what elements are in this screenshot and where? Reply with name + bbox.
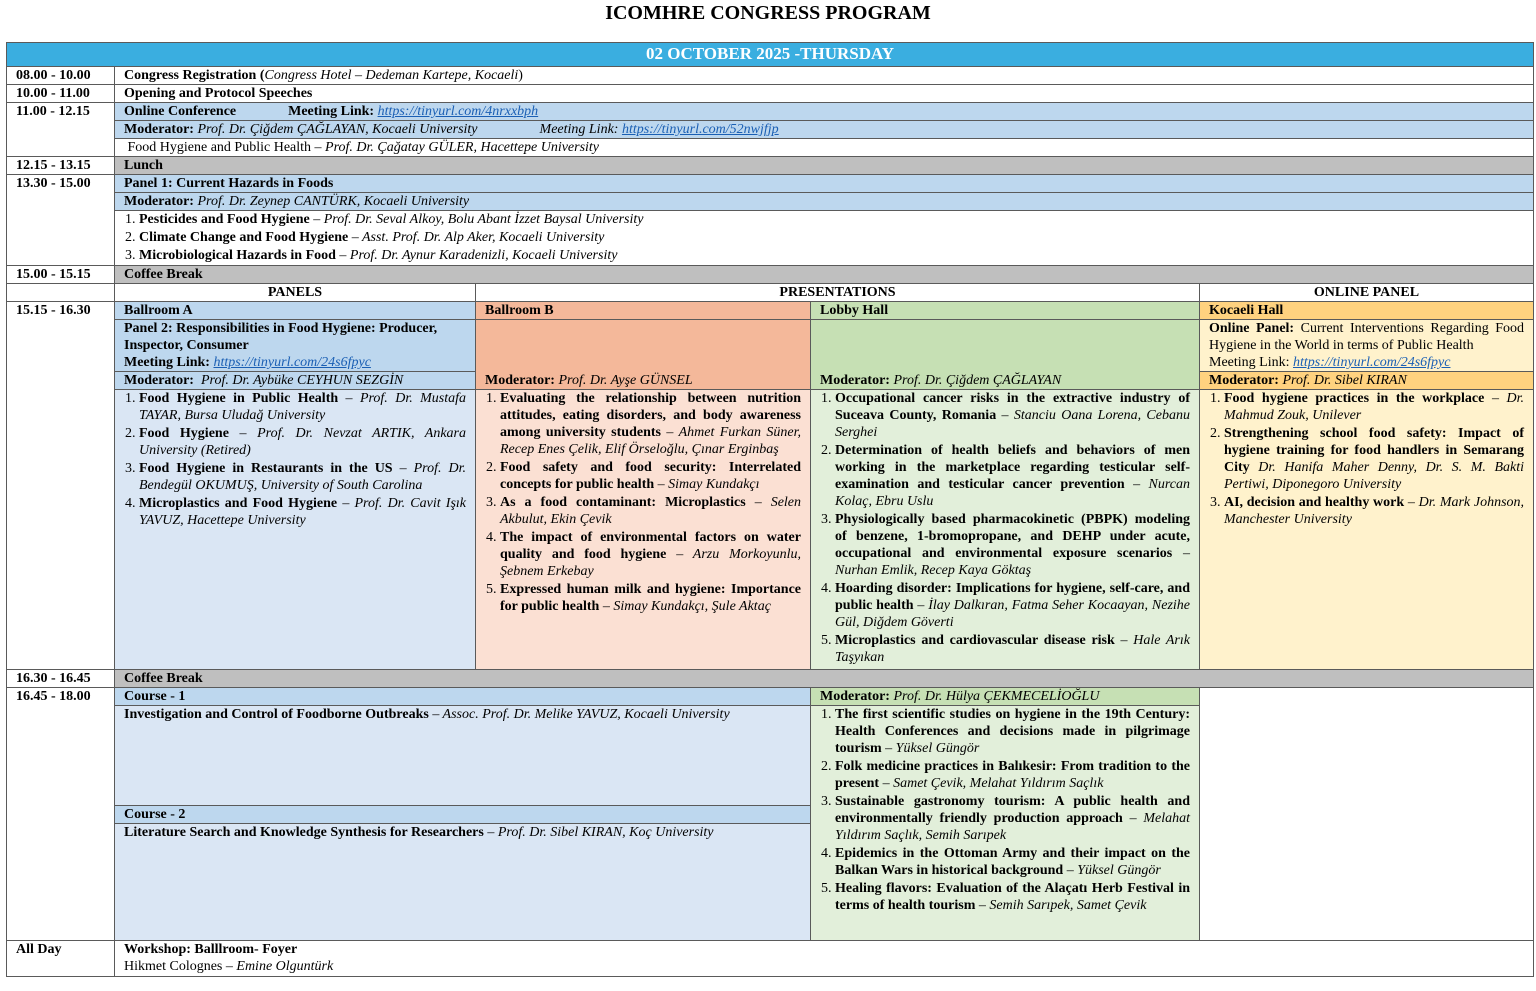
list-item: 4. Microplastics and Food Hygiene – Prof. Dr. Cavit Işık YAVUZ, Hacettepe University xyxy=(139,495,466,529)
hall-ballroom-b: Ballroom B xyxy=(476,302,811,320)
table-row xyxy=(7,266,1534,284)
table-row xyxy=(7,193,1534,211)
ballroom-a-talks xyxy=(115,390,476,670)
course-1-label-cell xyxy=(115,688,811,706)
course-1-cell xyxy=(115,706,811,806)
table-row xyxy=(7,390,1534,670)
list-item: 1. Food Hygiene in Public Health – Prof. Dr. Mustafa TAYAR, Bursa Uludağ University xyxy=(139,390,466,424)
list-item: 2. Determination of health beliefs and behaviors of men working in the marketplace regarding testicular self-examination and testicular cancer prevention – Nurcan Kolaç, Ebru Uslu xyxy=(835,442,1190,510)
list-item: 3. Food Hygiene in Restaurants in the US – Prof. Dr. Bendegül OKUMUŞ, University of South Carolina xyxy=(139,460,466,494)
table-row xyxy=(7,175,1534,193)
table-row xyxy=(7,139,1534,157)
table-row xyxy=(7,157,1534,175)
talk-list xyxy=(124,390,466,529)
list-item: 5. Microplastics and cardiovascular disease risk – Hale Arık Taşyıkan xyxy=(835,632,1190,666)
ballroom-b-talks xyxy=(476,390,811,670)
moderator-cell xyxy=(115,121,1534,139)
table-row xyxy=(7,67,1534,85)
ballroom-b-moderator-cell: Moderator: Prof. Dr. Ayşe GÜNSEL xyxy=(476,320,811,390)
panel-title: Panel 1: Current Hazards in Foods xyxy=(124,176,334,191)
lobby-moderator-cell: Moderator: Prof. Dr. Çiğdem ÇAĞLAYAN xyxy=(811,320,1200,390)
talk-list xyxy=(485,390,801,615)
table-row xyxy=(7,320,1534,372)
panel-talks-cell xyxy=(115,211,1534,266)
online-panel-title: Current Interventions Regarding Food Hygiene in the World in terms of Public Health xyxy=(1209,321,1525,353)
list-item: 3. Microbiological Hazards in Food – Prof. Dr. Aynur Karadenizli, Kocaeli University xyxy=(139,247,1524,264)
list-item: 3. As a food contaminant: Microplastics – Selen Akbulut, Ekin Çevik xyxy=(500,494,801,528)
lobby-talks xyxy=(811,390,1200,670)
empty-cell xyxy=(1200,688,1534,941)
workshop-cell xyxy=(115,941,1534,977)
list-item: 5. Expressed human milk and hygiene: Importance for public health – Simay Kundakçı, Şule Aktaç xyxy=(500,581,801,615)
registration-cell: Congress Registration (Congress Hotel – Dedeman Kartepe, Kocaeli) xyxy=(115,67,1534,85)
list-item: 5. Healing flavors: Evaluation of the Alaçatı Herb Festival in terms of health tourism – Semih Sarıpek, Samet Çevik xyxy=(835,880,1190,914)
program-table xyxy=(6,42,1534,977)
hall-ballroom-a: Ballroom A xyxy=(115,302,476,320)
time-cell: 16.30 - 16.45 xyxy=(7,670,115,688)
section-panels: PANELS xyxy=(115,284,476,302)
workshop-speaker: – Emine Olguntürk xyxy=(225,959,334,974)
list-item: 2. Food safety and food security: Interrelated concepts for public health – Simay Kundakçı xyxy=(500,459,801,493)
online-panel-label: Online Panel: xyxy=(1209,321,1295,336)
moderator-name: Prof. Dr. Çiğdem ÇAĞLAYAN, Kocaeli University xyxy=(197,122,478,137)
table-row xyxy=(7,302,1534,320)
list-item: 2. Food Hygiene – Prof. Dr. Nevzat ARTIK, Ankara University (Retired) xyxy=(139,425,466,459)
table-row xyxy=(7,121,1534,139)
day-header: 02 OCTOBER 2025 -THURSDAY xyxy=(7,43,1534,67)
online-conference-label: Online Conference xyxy=(124,104,237,119)
course-2-label-cell xyxy=(115,806,811,824)
panel-title-cell xyxy=(115,175,1534,193)
lunch-label: Lunch xyxy=(124,158,163,173)
page-title: ICOMHRE CONGRESS PROGRAM xyxy=(605,2,931,24)
coffee-break-label: Coffee Break xyxy=(124,671,203,686)
history-moderator-cell: Moderator: Prof. Dr. Hülya ÇEKMECELİOĞLU xyxy=(811,688,1200,706)
meeting-link[interactable]: https://tinyurl.com/24s6fpyc xyxy=(1293,355,1451,370)
course-2-title: Literature Search and Knowledge Synthesis for Researchers xyxy=(124,825,484,840)
list-item: 1. The first scientific studies on hygiene in the 19th Century: Health Conferences and decisions made in pilgrimage tourism – Yüksel Güngör xyxy=(835,706,1190,757)
list-item: 3. AI, decision and healthy work – Dr. Mark Johnson, Manchester University xyxy=(1224,494,1524,528)
registration-label: Congress Registration xyxy=(124,68,257,83)
course-2-speaker: – Prof. Dr. Sibel KIRAN, Koç University xyxy=(487,825,714,840)
table-row xyxy=(7,211,1534,266)
time-cell: 12.15 - 13.15 xyxy=(7,157,115,175)
list-item: 1. Occupational cancer risks in the extractive industry of Suceava County, Romania – Stanciu Oana Lorena, Cebanu Serghei xyxy=(835,390,1190,441)
kocaeli-talks xyxy=(1200,390,1534,670)
opening-cell xyxy=(115,85,1534,103)
table-row xyxy=(7,85,1534,103)
table-row xyxy=(7,688,1534,706)
list-item: 2. Strengthening school food safety: Impact of hygiene training for food handlers in Semarang City Dr. Hanifa Maher Denny, Dr. S. M. Bakti Pertiwi, Diponegoro University xyxy=(1224,425,1524,493)
registration-venue: Congress Hotel – Dedeman Kartepe, Kocaeli xyxy=(264,68,519,83)
list-item: 1. Evaluating the relationship between nutrition attitudes, eating disorders, and body awareness among university students – Ahmet Furkan Süner, Recep Enes Çelik, Elif Örseloğlu, Çınar Erginbaş xyxy=(500,390,801,458)
meeting-link[interactable]: https://tinyurl.com/24s6fpyc xyxy=(213,355,371,370)
list-item: 1. Pesticides and Food Hygiene – Prof. Dr. Seval Alkoy, Bolu Abant İzzet Baysal University xyxy=(139,211,1524,228)
online-panel-cell xyxy=(1200,320,1534,372)
ballroom-a-moderator-cell: Moderator: Prof. Dr. Aybüke CEYHUN SEZGİN xyxy=(115,372,476,390)
kocaeli-moderator-cell: Moderator: Prof. Dr. Sibel KIRAN xyxy=(1200,372,1534,390)
table-row xyxy=(7,941,1534,977)
hall-kocaeli: Kocaeli Hall xyxy=(1200,302,1534,320)
lunch-cell xyxy=(115,157,1534,175)
moderator-label: Moderator: xyxy=(124,194,194,209)
coffee-break-label: Coffee Break xyxy=(124,267,203,282)
workshop-label: Workshop: Balllroom- Foyer xyxy=(124,942,298,957)
course-1-label: Course - 1 xyxy=(124,689,186,704)
meeting-link[interactable]: https://tinyurl.com/52nwjfjp xyxy=(621,122,779,137)
talk-cell xyxy=(115,139,1534,157)
time-cell: 15.00 - 15.15 xyxy=(7,266,115,284)
table-row xyxy=(7,670,1534,688)
meeting-link-label: Meeting Link: xyxy=(539,122,619,137)
list-item: 2. Folk medicine practices in Balıkesir: From tradition to the present – Samet Çevik, Melahat Yıldırım Saçlık xyxy=(835,758,1190,792)
panel-title: Panel 2: Responsibilities in Food Hygiene: Producer, Inspector, Consumer xyxy=(124,321,438,353)
talk-list xyxy=(820,706,1190,914)
time-cell: 13.30 - 15.00 xyxy=(7,175,115,266)
list-item: 4. Epidemics in the Ottoman Army and their impact on the Balkan Wars in historical background – Yüksel Güngör xyxy=(835,845,1190,879)
course-2-label: Course - 2 xyxy=(124,807,186,822)
meeting-link-label: Meeting Link: xyxy=(1209,355,1290,370)
panel-2-cell xyxy=(115,320,476,372)
course-1-title: Investigation and Control of Foodborne Outbreaks xyxy=(124,707,429,722)
list-item: 1. Food hygiene practices in the workplace – Dr. Mahmud Zouk, Unilever xyxy=(1224,390,1524,424)
moderator-name: Prof. Dr. Zeynep CANTÜRK, Kocaeli University xyxy=(197,194,470,209)
moderator-label: Moderator: xyxy=(124,122,194,137)
meeting-link[interactable]: https://tinyurl.com/4nrxxbph xyxy=(377,104,539,119)
list-item: 3. Sustainable gastronomy tourism: A public health and environmentally friendly production approach – Melahat Yıldırım Saçlık, Semih Sarıpek xyxy=(835,793,1190,844)
empty-cell xyxy=(7,284,115,302)
opening-label: Opening and Protocol Speeches xyxy=(124,86,313,101)
history-talks xyxy=(811,706,1200,941)
section-presentations: PRESENTATIONS xyxy=(476,284,1200,302)
list-item: 4. Hoarding disorder: Implications for hygiene, self-care, and public health – İlay Dalkıran, Fatma Seher Kocaayan, Nezihe Gül, Diğdem Göverti xyxy=(835,580,1190,631)
time-cell: 11.00 - 12.15 xyxy=(7,103,115,157)
online-conference-cell xyxy=(115,103,1534,121)
talk-list xyxy=(820,390,1190,666)
meeting-link-label: Meeting Link: xyxy=(124,355,210,370)
table-row xyxy=(7,103,1534,121)
list-item: 4. The impact of environmental factors on water quality and food hygiene – Arzu Morkoyunlu, Şebnem Erkebay xyxy=(500,529,801,580)
talk-list xyxy=(124,211,1524,264)
time-cell: 10.00 - 11.00 xyxy=(7,85,115,103)
list-item: 3. Physiologically based pharmacokinetic (PBPK) modeling of benzene, 1-bromopropane, and DEHP under acute, occupational and environmental exposure scenarios – Nurhan Emlik, Recep Kaya Göktaş xyxy=(835,511,1190,579)
talk-title: Food Hygiene and Public Health xyxy=(127,140,312,155)
talk-list xyxy=(1209,390,1524,528)
meeting-link-label: Meeting Link: xyxy=(288,104,375,119)
list-item: 2. Climate Change and Food Hygiene – Asst. Prof. Dr. Alp Aker, Kocaeli University xyxy=(139,229,1524,246)
talk-speaker: – Prof. Dr. Çağatay GÜLER, Hacettepe University xyxy=(314,140,600,155)
section-online-panel: ONLINE PANEL xyxy=(1200,284,1534,302)
course-1-speaker: – Assoc. Prof. Dr. Melike YAVUZ, Kocaeli University xyxy=(432,707,730,722)
course-2-cell xyxy=(115,824,811,941)
day-header-row xyxy=(7,43,1534,67)
workshop-item: Hikmet Colognes xyxy=(124,959,223,974)
time-cell: 08.00 - 10.00 xyxy=(7,67,115,85)
coffee-break-cell xyxy=(115,266,1534,284)
time-cell: 16.45 - 18.00 xyxy=(7,688,115,941)
section-header-row xyxy=(7,284,1534,302)
hall-lobby: Lobby Hall xyxy=(811,302,1200,320)
coffee-break-cell xyxy=(115,670,1534,688)
time-cell: 15.15 - 16.30 xyxy=(7,302,115,670)
time-cell: All Day xyxy=(7,941,115,977)
moderator-cell xyxy=(115,193,1534,211)
